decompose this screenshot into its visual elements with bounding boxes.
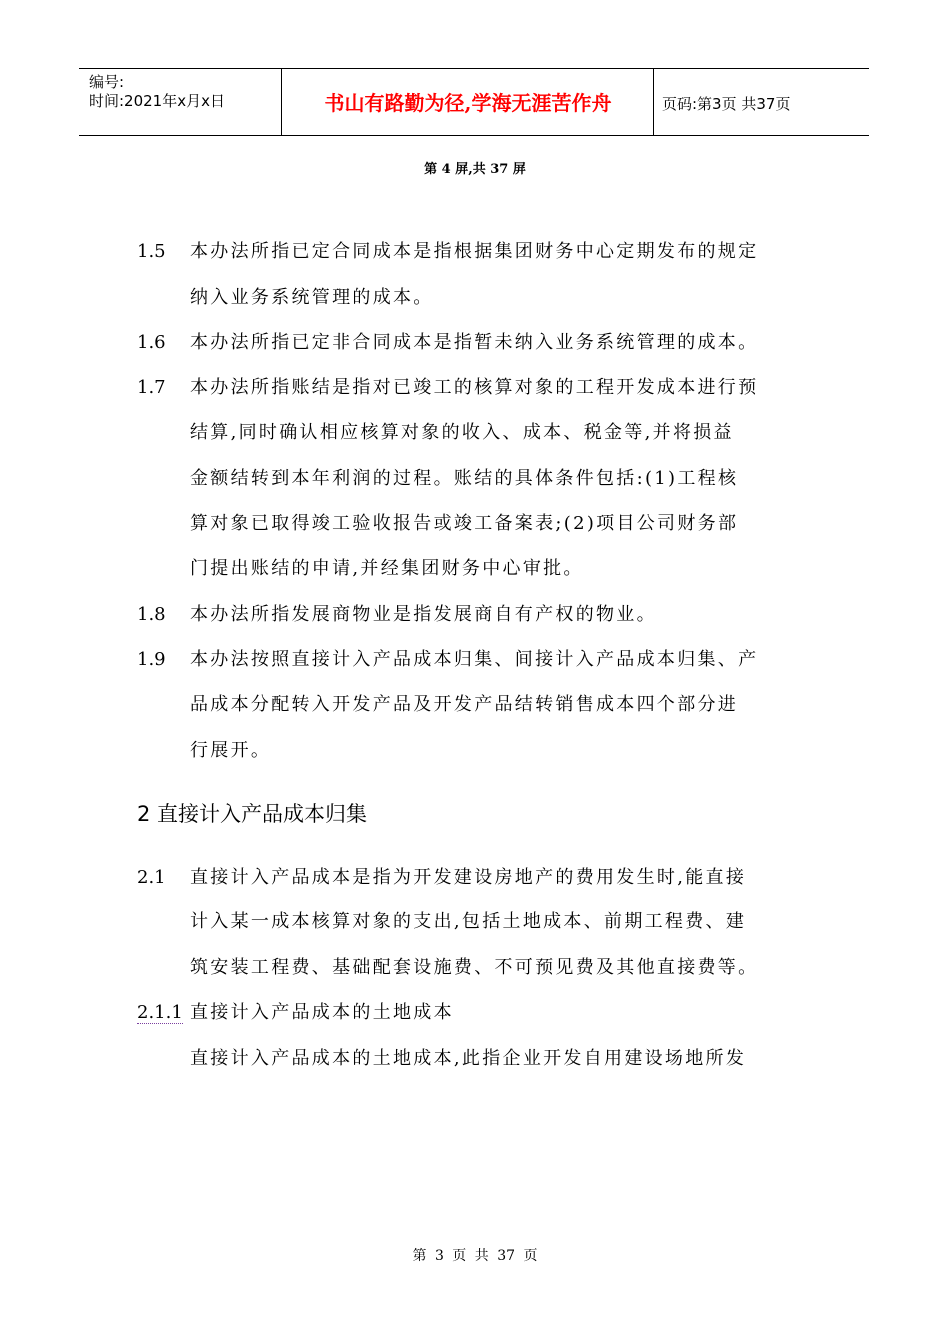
section-number: 1.9 [137, 649, 166, 670]
section-text-line: 算对象已取得竣工验收报告或竣工备案表;(2)项目公司财务部 [190, 513, 739, 534]
page-footer: 第 3 页 共 37 页 [412, 1248, 538, 1264]
document-number-label: 编号: [89, 73, 125, 91]
section-text-line: 品成本分配转入开发产品及开发产品结转销售成本四个部分进 [190, 694, 739, 715]
section-number: 1.6 [137, 332, 166, 353]
section-heading: 2 直接计入产品成本归集 [137, 802, 368, 826]
document-time: 时间:2021年x月x日 [89, 92, 225, 110]
section-text-line: 直接计入产品成本是指为开发建设房地产的费用发生时,能直接 [190, 867, 747, 888]
subsection-title: 直接计入产品成本的土地成本 [190, 1002, 454, 1023]
section-text-line: 直接计入产品成本的土地成本,此指企业开发自用建设场地所发 [190, 1048, 747, 1069]
subsection-number-text: 2.1.1 [137, 1002, 183, 1023]
screen-indicator: 第 4 屏,共 37 屏 [424, 162, 526, 177]
section-text-line: 本办法所指账结是指对已竣工的核算对象的工程开发成本进行预 [190, 377, 759, 398]
subsection-number [137, 1001, 183, 1025]
header-motto: 书山有路勤为径,学海无涯苦作舟 [324, 91, 612, 115]
section-text-line: 门提出账结的申请,并经集团财务中心审批。 [190, 558, 584, 579]
header-top-rule [79, 68, 869, 69]
section-text-line: 结算,同时确认相应核算对象的收入、成本、税金等,并将损益 [190, 422, 734, 443]
section-number: 1.5 [137, 241, 166, 262]
section-text-line: 行展开。 [190, 740, 272, 761]
page-code: 页码:第3页 共37页 [662, 95, 791, 113]
section-text-line: 本办法所指已定非合同成本是指暂未纳入业务系统管理的成本。 [190, 332, 759, 353]
section-text-line: 本办法所指发展商物业是指发展商自有产权的物业。 [190, 604, 657, 625]
section-text-line: 筑安装工程费、基础配套设施费、不可预见费及其他直接费等。 [190, 957, 759, 978]
header-bottom-rule [79, 135, 869, 136]
section-number: 1.8 [137, 604, 166, 625]
header-divider-left [281, 68, 282, 136]
header-divider-right [653, 68, 654, 136]
section-text-line: 本办法所指已定合同成本是指根据集团财务中心定期发布的规定 [190, 241, 759, 262]
section-text-line: 纳入业务系统管理的成本。 [190, 287, 434, 308]
section-text-line: 计入某一成本核算对象的支出,包括土地成本、前期工程费、建 [190, 911, 747, 932]
section-text-line: 金额结转到本年利润的过程。账结的具体条件包括:(1)工程核 [190, 468, 739, 489]
section-number: 2.1 [137, 867, 166, 888]
section-number: 1.7 [137, 377, 166, 398]
section-text-line: 本办法按照直接计入产品成本归集、间接计入产品成本归集、产 [190, 649, 759, 670]
